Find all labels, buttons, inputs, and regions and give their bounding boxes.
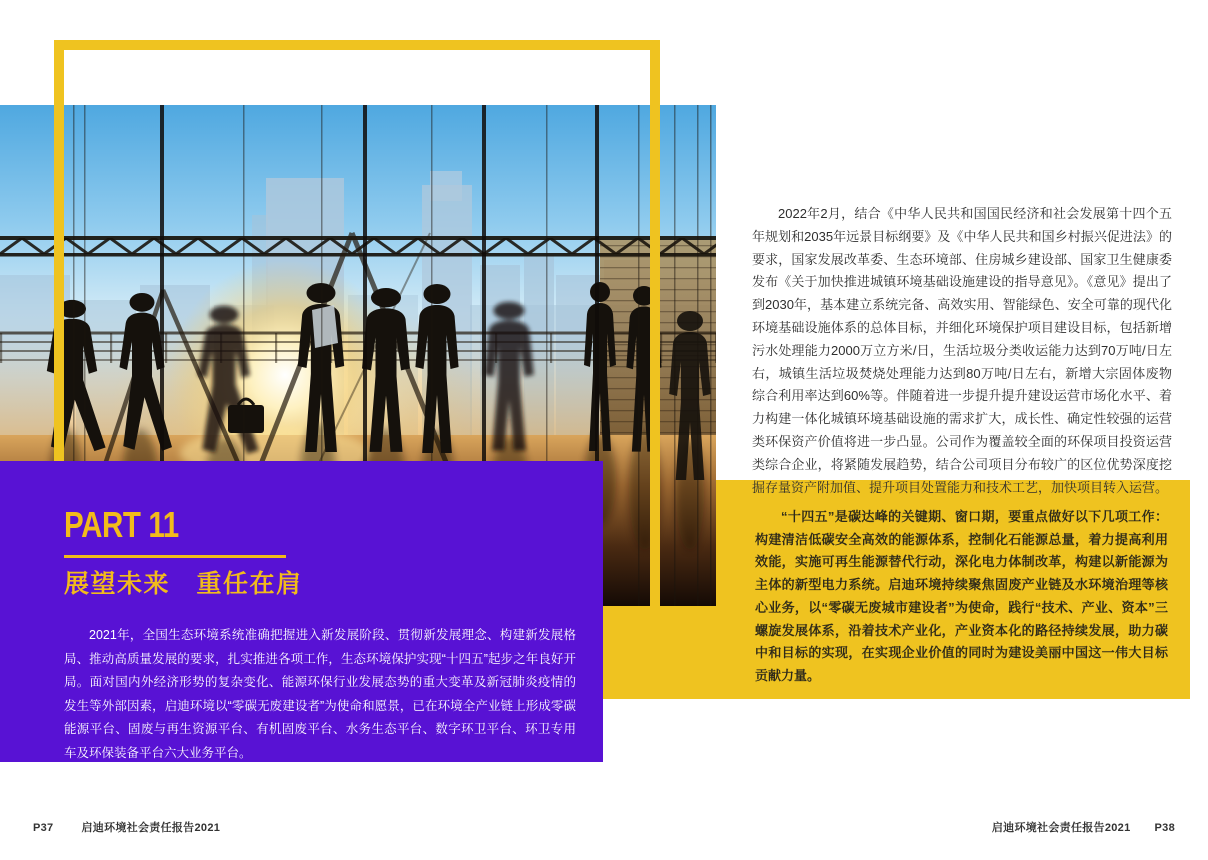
policy-paragraph: 2022年2月，结合《中华人民共和国国民经济和社会发展第十四个五年规划和2035年远景目标纲要》及《中华人民共和国乡村振兴促进法》的要求，国家发展改革委、生态环境部、住房城乡建设部、国家卫生健康委发布《关于加快推进城镇环境基础设施建设的指导意见》。《意见》提出了到2030年，基本建立系统完备、高效实用、智能绿色、安全可靠的现代化环境基础设施体系的总体目标，并细化环境保护项目建设目标，包括新增污水处理能力2000万立方米/日，生活垃圾分类收运能力达到70万吨/日左右，城镇生活垃圾焚烧处理能力达到80万吨/日左右，新增大宗固体废物综合利用率达到60%等。伴随着进一步提升提升建设运营市场化水平、着力构建一体化城镇环境基础设施的需求扩大，成长性、确定性较强的运营类环保资产价值将进一步凸显。公司作为覆盖较全面的环保项目投资运营类综合企业，将紧随发展趋势，结合公司项目分布较广的区位优势深度挖掘存量资产附加值、提升项目处置能力和技术工艺，加快项目转入运营。 <box>752 206 1172 495</box>
part-separator-line <box>64 555 286 558</box>
section-title: 展望未来 重任在肩 <box>64 570 303 598</box>
part-11-panel <box>0 461 603 762</box>
outlook-paragraph: “十四五”是碳达峰的关键期、窗口期，要重点做好以下几项工作：构建清洁低碳安全高效的能源体系，控制化石能源总量，着力提高利用效能，实施可再生能源替代行动，深化电力体制改革，构建以新能源为主体的新型电力系统。启迪环境持续聚焦固废产业链及水环境治理等核心业务，以“零碳无废城市建设者”为使命，践行“技术、产业、资本”三螺旋发展体系，沿着技术产业化，产业资本化的路径持续发展，助力碳中和目标的实现，在实现企业价值的同时为建设美丽中国这一伟大目标贡献力量。 <box>755 509 1168 683</box>
page-number-left: P37 <box>33 822 54 834</box>
report-title-left: 启迪环境社会责任报告2021 <box>81 822 221 834</box>
page-number-right: P38 <box>1154 822 1175 834</box>
report-title-right: 启迪环境社会责任报告2021 <box>991 822 1131 834</box>
part-label: PART 11 <box>64 504 179 545</box>
footer-right <box>992 819 1175 835</box>
intro-paragraph: 2021年，全国生态环境系统准确把握进入新发展阶段、贯彻新发展理念、构建新发展格局、推动高质量发展的要求，扎实推进各项工作，生态环境保护实现“十四五”起步之年良好开局。面对国内外经济形势的复杂变化、能源环保行业发展态势的重大变革及新冠肺炎疫情的发生等外部因素，启迪环境以“零碳无废建设者”为使命和愿景，已在环境全产业链上形成零碳能源平台、固废与再生资源平台、有机固废平台、水务生态平台、数字环卫平台、环卫专用车及环保装备平台六大业务平台。 <box>64 628 576 760</box>
footer-left <box>33 819 220 835</box>
